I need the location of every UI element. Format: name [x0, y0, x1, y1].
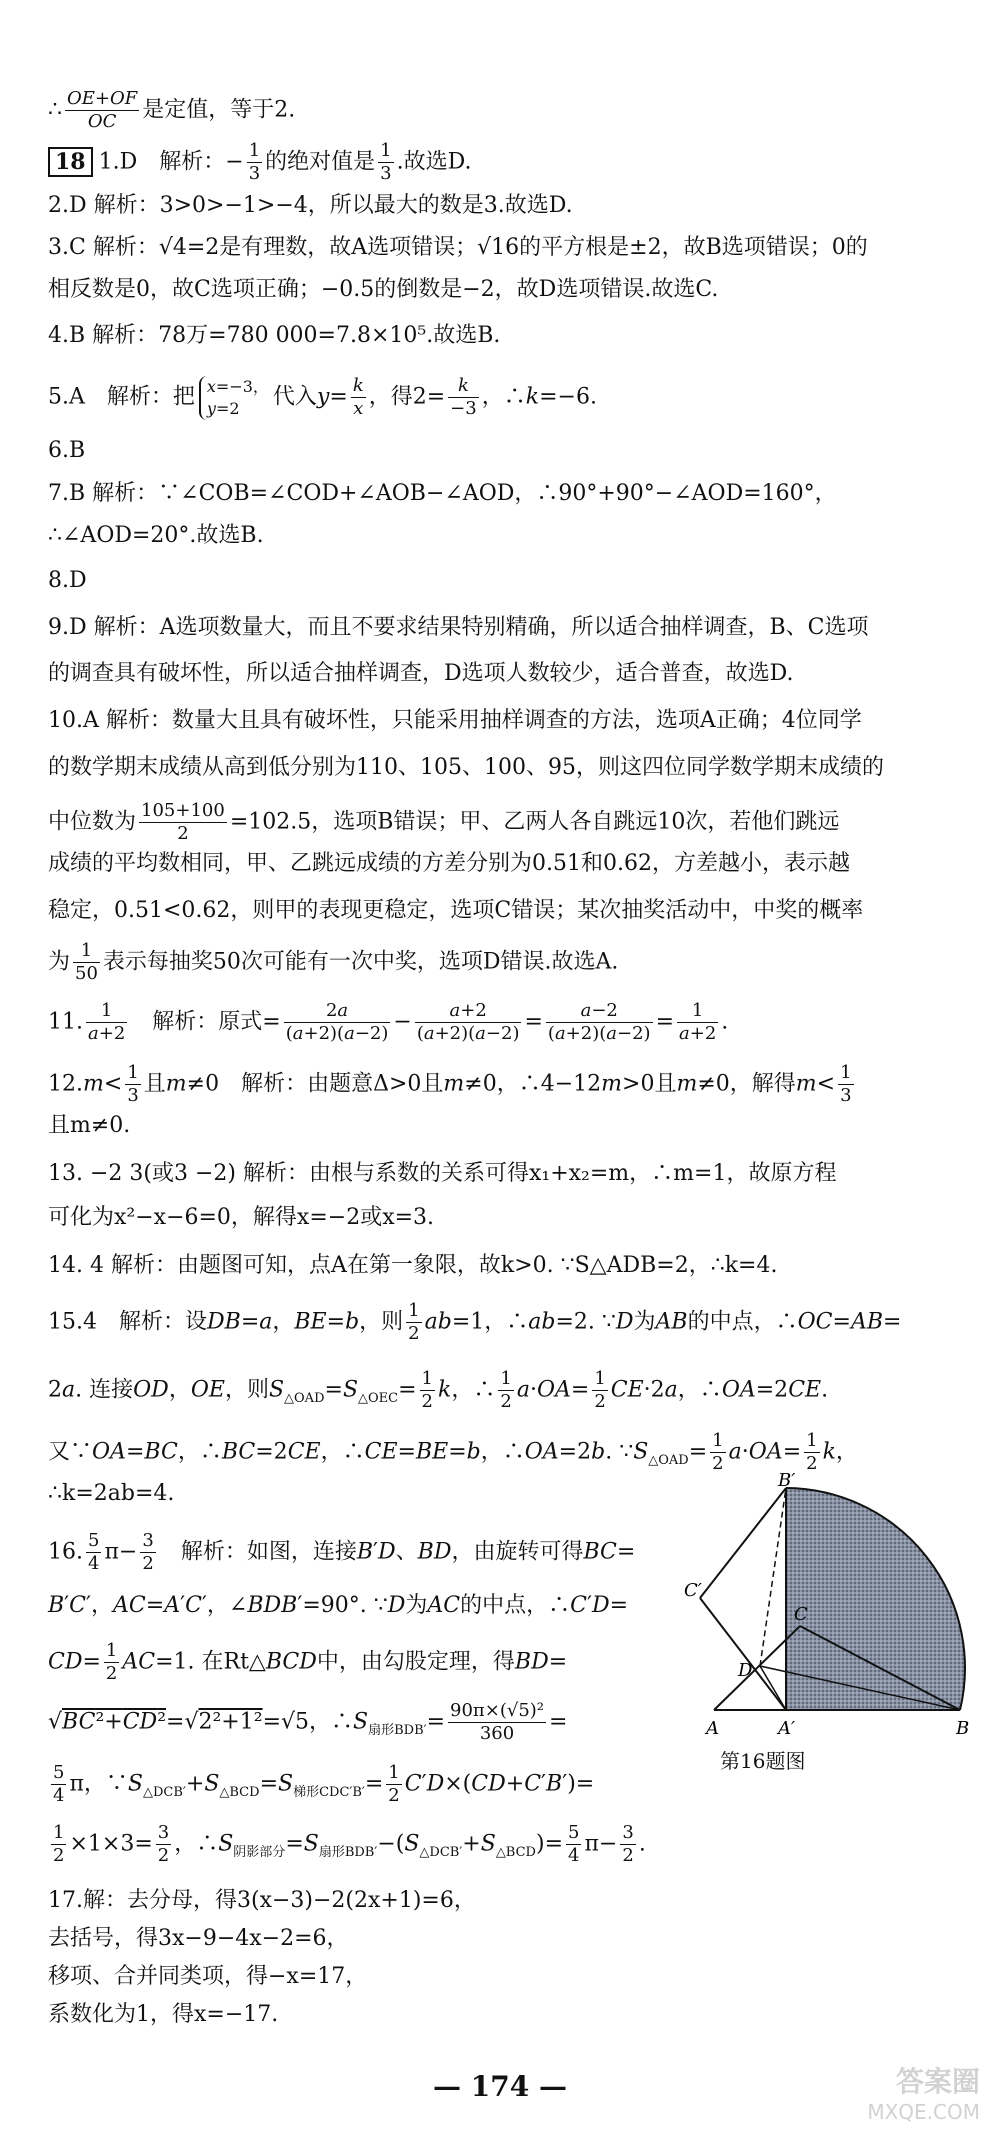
- watermark: [680, 2060, 980, 2130]
- text-line: 的数学期末成绩从高到低分别为110、105、100、95，则这四位同学数学期末成绩的: [48, 755, 884, 780]
- shaded-sector: [786, 1488, 965, 1710]
- text-line-q15c: 又∵OA=BC，∴BC=2CE，∴CE=BE=b，∴OA=2b. $\because S_{\triangle OAD}=$ $\frac{1}{2}$ a·OA= $\frac{1}{2}$ k，: [48, 1430, 858, 1474]
- text-line: 成绩的平均数相同，甲、乙跳远成绩的方差分别为0.51和0.62，方差越小，表示越: [48, 851, 850, 876]
- label-B-prime: B′: [778, 1470, 796, 1491]
- text-line-q16a: 16. $\frac{5}{4}$ π− $\frac{3}{2}$ 解析：如图，连接B′D、BD，由旋转可得BC=: [48, 1530, 636, 1574]
- section-badge: 18: [48, 147, 93, 177]
- text-line-q16f: $\frac{1}{2}$ ×1×3= $\frac{3}{2}$ ，$\therefore S_{阴影部分}=S_{扇形BDB'}-(S_{\triangle DCB'}+S_{\triangle BCD})=$ $\frac{5}{4}$ π− $\frac{3}{2}$ .: [53, 1822, 646, 1866]
- label-C-prime: C′: [684, 1580, 702, 1601]
- text-line: 17.解：去分母，得3(x−3)−2(2x+1)=6，: [48, 1888, 476, 1913]
- geometry-figure-q16: [684, 1470, 980, 1739]
- text-line: 系数化为1，得x=−17.: [48, 2002, 279, 2027]
- text-line: 相反数是0，故C选项正确；−0.5的倒数是−2，故D选项错误.故选C.: [48, 277, 719, 302]
- text-line: 4.B 解析：78万=780 000=7.8×10⁵.故选B.: [48, 323, 501, 348]
- text-line: 且m≠0.: [48, 1113, 131, 1138]
- text-line: 的调查具有破坏性，所以适合抽样调查，D选项人数较少，适合普查，故选D.: [48, 661, 794, 686]
- text-line: 3.C 解析：√4=2是有理数，故A选项错误；√16的平方根是±2，故B选项错误；0的: [48, 235, 868, 260]
- text-line: 可化为x²−x−6=0，解得x=−2或x=3.: [48, 1205, 435, 1230]
- fraction: $\frac{OE+OF}{OC}$: [67, 88, 138, 132]
- text-line-q11: 11. $\frac{1}{a+2}$ 解析：原式= $\frac{2a}{(a+2)(a-2)}$ − $\frac{a+2}{(a+2)(a-2)}$ = $\frac{a-2}{(a+2)(a-2)}$ = $\frac{1}{a+2}$ .: [48, 1000, 729, 1044]
- text-line-q16c: CD= $\frac{1}{2}$ AC=1. 在Rt△BCD中，由勾股定理，得BD=: [48, 1640, 568, 1684]
- text-line-q16e: $\frac{5}{4}$ π，$\because S_{\triangle DCB'}+S_{\triangle BCD}=S_{梯形CDC'B'}=$ $\frac{1}{2}$ C′D×(CD+C′B′)=: [53, 1762, 595, 1806]
- label-A-prime: A′: [778, 1718, 796, 1739]
- text-line: ∴ $\frac{OE+OF}{OC}$ 是定值，等于2.: [48, 88, 296, 132]
- text-line: 稳定，0.51<0.62，则甲的表现更稳定，选项C错误；某次抽奖活动中，中奖的概率: [48, 898, 864, 923]
- text-line: 13. −2 3(或3 −2) 解析：由根与系数的关系可得x₁+x₂=m，∴m=1，故原方程: [48, 1161, 837, 1186]
- text-line: 7.B 解析：∵∠COB=∠COD+∠AOB−∠AOD，∴90°+90°−∠AOD=160°，: [48, 481, 837, 506]
- text-line-q12: 12.m< $\frac{1}{3}$ 且m≠0 解析：由题意Δ>0且m≠0，∴4−12m>0且m≠0，解得m< $\frac{1}{3}$: [48, 1062, 852, 1106]
- text-line-q10c: 中位数为 $\frac{105+100}{2}$ =102.5，选项B错误；甲、乙两人各自跳远10次，若他们跳远: [48, 800, 840, 844]
- text-line-q16b: B′C′，AC=A′C′，∠BDB′=90°. ∵D为AC的中点，∴C′D=: [48, 1593, 629, 1618]
- label-C: C: [794, 1604, 808, 1625]
- label-A: A: [706, 1718, 719, 1739]
- text-line: 14. 4 解析：由题图可知，点A在第一象限，故k>0. ∵S△ADB=2，∴k=4.: [48, 1253, 778, 1278]
- page-number: — 174 —: [433, 2070, 567, 2103]
- text-line: ∴k=2ab=4.: [48, 1481, 175, 1506]
- text-line: 移项、合并同类项，得−x=17，: [48, 1964, 368, 1989]
- text-line: 8.D: [48, 568, 87, 593]
- figure-caption: 第16题图: [720, 1749, 806, 1773]
- text-line: 9.D 解析：A选项数量大，而且不要求结果特别精确，所以适合抽样调查，B、C选项: [48, 615, 869, 640]
- text-line: 去括号，得3x−9−4x−2=6，: [48, 1926, 349, 1951]
- text-line: 2.D 解析：3>0>−1>−4，所以最大的数是3.故选D.: [48, 193, 573, 218]
- label-B: B: [956, 1718, 970, 1739]
- label-D: D: [738, 1660, 753, 1681]
- watermark-logo: 答案圈: [895, 2065, 980, 2098]
- text-line-q10f: 为 $\frac{1}{50}$ 表示每抽奖50次可能有一次中奖，选项D错误.故选A.: [48, 940, 619, 984]
- watermark-site: MXQE.COM: [867, 2100, 980, 2124]
- text-line: 10.A 解析：数量大且具有破坏性，只能采用抽样调查的方法，选项A正确；4位同学: [48, 708, 862, 733]
- text-line-q18-1: 18 1.D 解析：− $\frac{1}{3}$ 的绝对值是 $\frac{1}{3}$ .故选D.: [48, 140, 471, 185]
- text-line-q5: 5.A 解析：把 x=−3， y=2 代入y= $\frac{k}{x}$ ，得2= $\frac{k}{-3}$ ，∴k=−6.: [48, 375, 597, 419]
- text-line: 6.B: [48, 438, 86, 463]
- text-line-q15a: 15.4 解析：设DB=a，BE=b，则 $\frac{1}{2}$ ab=1，∴ab=2. ∵D为AB的中点，∴OC=AB=: [48, 1300, 902, 1344]
- text-line: ∴∠AOD=20°.故选B.: [48, 523, 264, 548]
- text-line-q15b: 2a. 连接OD，OE，则$S_{\triangle OAD}=S_{\triangle OEC}=$ $\frac{1}{2}$ k，∴ $\frac{1}{2}$ a·OA= $\frac{1}{2}$ CE·2a，∴OA=2CE.: [48, 1368, 829, 1412]
- text-line-q16d: √BC²+CD²=√2²+1²=√5，$\therefore S_{扇形BDB'}=$ $\frac{\text{90π×(√5)²}}{360}$ =: [48, 1700, 568, 1744]
